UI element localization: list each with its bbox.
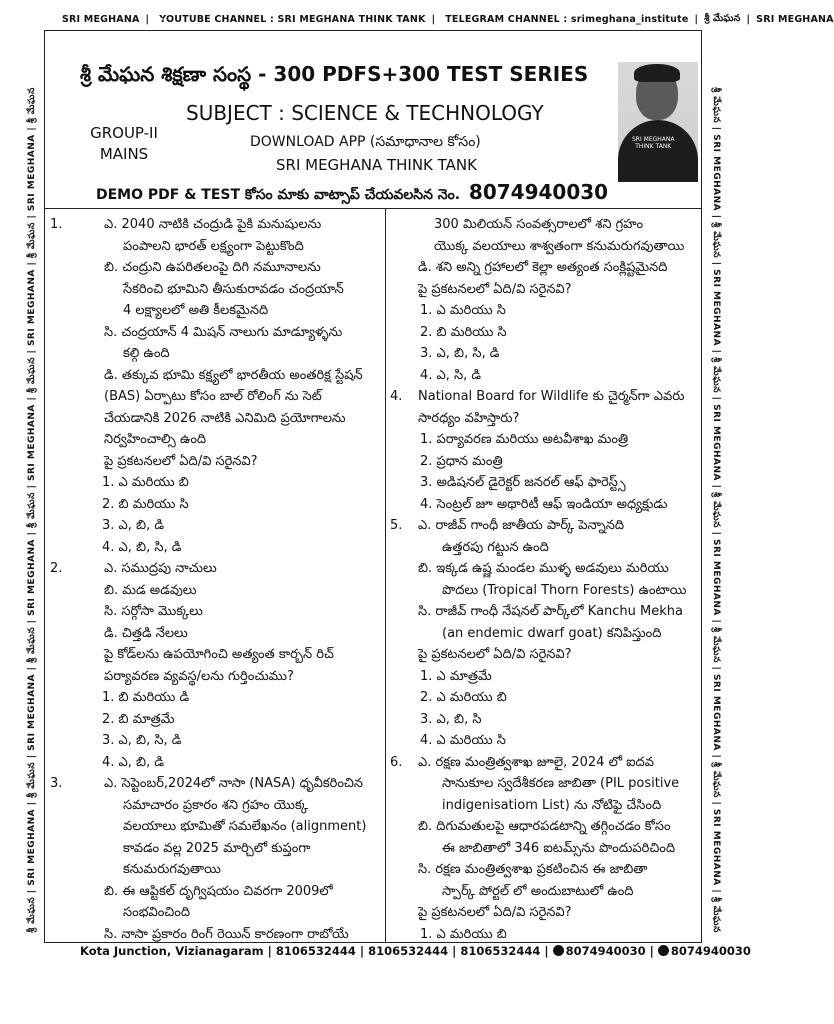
telegram-channel[interactable]: TELEGRAM CHANNEL : srimeghana_institute xyxy=(445,13,689,25)
mains-text: MAINS xyxy=(99,145,149,163)
question-text: ఎ. రక్షణ మంత్రిత్వశాఖ జూలై, 2024 లో ఐదవ xyxy=(418,754,654,770)
question-line xyxy=(390,881,700,903)
question-text: సి. రక్షణ మంత్రిత్వశాఖ ప్రకటించిన ఈ జాబితా xyxy=(418,862,648,877)
question-line xyxy=(390,515,700,537)
question-line xyxy=(390,752,700,774)
question-text: పై ప్రకటనలలో ఏది/వి సరైనవి? xyxy=(418,281,572,297)
question-line xyxy=(390,429,700,451)
question-line xyxy=(390,795,700,817)
question-line xyxy=(390,365,700,387)
question-line xyxy=(390,644,700,666)
question-line xyxy=(390,773,700,795)
question-text: ఎ. సముద్రపు నాచులు xyxy=(104,561,217,576)
question-line xyxy=(48,494,382,516)
question-line xyxy=(390,494,700,516)
question-text: (BAS) ఏర్పాటు కోసం బాల్ రోలింగ్ ను సెట్ xyxy=(104,389,322,404)
question-text: వలయాలు భూమితో సమలేఖనం (alignment) xyxy=(123,819,367,834)
question-text: యొక్క వలయాలు శాశ్వతంగా కనుమరుగవుతాయి xyxy=(434,238,685,254)
question-text: 4. ఎ, బి, సి, డి xyxy=(102,539,182,555)
footer-phone-1: 8106532444 xyxy=(275,944,356,958)
question-text: ఈ జాబితాలో 346 ఐటమ్స్‌ను పొందుపరిచింది xyxy=(442,840,676,856)
question-text: కల్గి ఉంది xyxy=(123,346,170,361)
question-text: పై ప్రకటనలలో ఏది/వి సరైనవి? xyxy=(418,905,572,920)
footer-address: Kota Junction, Vizianagaram xyxy=(80,944,264,958)
question-line xyxy=(390,687,700,709)
question-line xyxy=(390,236,700,258)
question-line xyxy=(390,601,700,623)
question-line xyxy=(390,902,700,924)
question-text: 3. ఎ, బి, సి xyxy=(420,711,482,727)
top-strip: SRI MEGHANA | YOUTUBE CHANNEL : SRI MEGHANA THINK TANK | TELEGRAM CHANNEL : srimeghana_institute | శ్రీ మేఘన | SRI MEGHANA xyxy=(62,12,834,25)
question-text: 4 లక్ష్యాలలో అతి కీలకమైనది xyxy=(123,303,269,318)
question-line xyxy=(390,472,700,494)
question-line xyxy=(390,580,700,602)
question-line xyxy=(48,558,382,580)
question-number: 1. xyxy=(50,217,63,232)
question-line xyxy=(390,816,700,838)
question-text: పై కోడ్‌లను ఉపయోగించి అత్యంత కార్బన్ రిచ్ xyxy=(104,647,334,662)
question-text: 3. ఎ, బి, డి xyxy=(102,518,164,533)
question-text: 3. ఎ, బి, సి, డి xyxy=(420,346,500,361)
question-line xyxy=(48,365,382,387)
question-line xyxy=(48,623,382,645)
question-line xyxy=(390,924,700,946)
question-text: డి. చిత్తడి నేలలు xyxy=(104,625,188,641)
subject-title: SUBJECT : SCIENCE & TECHNOLOGY xyxy=(186,101,544,125)
question-line xyxy=(48,300,382,322)
question-text: బి. చంద్రుని ఉపరితలంపై దిగి నమూనాలను xyxy=(104,260,321,275)
question-text: సి. రాజీవ్ గాంధీ నేషనల్ పార్క్‌లో Kanchu Mekha xyxy=(418,604,683,619)
question-line xyxy=(390,343,700,365)
question-line xyxy=(48,687,382,709)
question-text: 1. ఎ మరియు బి xyxy=(420,926,507,942)
question-line xyxy=(48,429,382,451)
question-line xyxy=(390,408,700,430)
question-line xyxy=(390,709,700,731)
demo-phone: 8074940030 xyxy=(468,180,609,204)
question-line xyxy=(48,666,382,688)
question-line xyxy=(390,730,700,752)
right-side-text: శ్రీ మేఘన | SRI MEGHANA | శ్రీ మేఘన | SRI MEGHANA | శ్రీ మేఘన | SRI MEGHANA | శ్రీ మేఘన | SRI MEGHANA | శ్రీ మేఘన | SRI MEGHANA | శ్రీ మేఘన | SRI MEGHANA | శ్రీ మేఘన xyxy=(711,87,721,933)
question-line xyxy=(48,515,382,537)
question-text: (an endemic dwarf goat) కనిపిస్తుంది xyxy=(442,625,662,641)
question-text: పర్యావరణ వ్యవస్థ/లను గుర్తించుము? xyxy=(104,668,294,684)
question-line xyxy=(48,859,382,881)
question-line xyxy=(390,214,700,236)
question-line xyxy=(48,709,382,731)
footer-phone-3: 8106532444 xyxy=(460,944,541,958)
demo-text: DEMO PDF & TEST కోసం మాకు వాట్సాప్ చేయవలసిన నెం. xyxy=(96,187,461,203)
question-text: సమాచారం ప్రకారం శని గ్రహం యొక్క xyxy=(123,797,309,813)
question-line xyxy=(48,322,382,344)
question-text: indigenisatiom List) ను నోటిఫై చేసింది xyxy=(442,797,662,813)
question-text: 3. ఎ, బి, సి, డి xyxy=(102,733,182,748)
question-text: డి. తక్కువ భూమి కక్ష్యలో భారతీయ అంతరిక్ష స్టేషన్ xyxy=(104,367,363,383)
question-text: సి. సర్గోసా మొక్కలు xyxy=(104,604,203,619)
think-tank-text: SRI MEGHANA THINK TANK xyxy=(276,156,477,174)
question-text: పంపాలని భారత్ లక్ష్యంగా పెట్టుకొంది xyxy=(123,238,304,254)
question-text: 2. ఎ మరియు బి xyxy=(420,690,507,705)
footer-whatsapp-1: 8074940030 xyxy=(565,944,646,958)
question-text: సారధ్యం వహిస్తారు? xyxy=(418,410,520,426)
question-text: సి. నాసా ప్రకారం రింగ్ రెయిన్ కారణంగా రాబోయే xyxy=(104,926,349,942)
footer-phone-2: 8106532444 xyxy=(368,944,449,958)
institute-title: శ్రీ మేఘన శిక్షణా సంస్థ - 300 PDFS+300 TEST SERIES xyxy=(80,62,589,86)
question-line xyxy=(390,451,700,473)
question-text: ఎ. సెప్టెంబర్,2024లో నాసా (NASA) ధృవీకరించిన xyxy=(104,776,364,791)
instructor-photo xyxy=(618,62,698,180)
question-number: 6. xyxy=(390,754,403,770)
question-text: స్పార్క్ పోర్టల్ లో అందుబాటులో ఉంది xyxy=(442,883,634,899)
question-text: 3. అడిషనల్ డైరెక్టర్ జనరల్ ఆఫ్ ఫారెస్ట్స్ xyxy=(420,475,626,490)
question-text: 2. బి మాత్రమే xyxy=(102,711,175,727)
question-text: 4. సెంట్రల్ జూ అథారిటీ ఆఫ్ ఇండియా అధ్యక్షుడు xyxy=(420,496,668,512)
question-text: 1. ఎ మరియు బి xyxy=(102,475,189,490)
footer: Kota Junction, Vizianagaram | 8106532444 | 8106532444 | 8106532444 | 8074940030 | 8074940030 xyxy=(80,944,751,958)
question-line xyxy=(48,795,382,817)
question-text: కనుమరుగవుతాయి xyxy=(123,862,221,877)
column-divider xyxy=(385,208,386,943)
question-text: పొదలు (Tropical Thorn Forests) ఉంటాయి xyxy=(442,582,687,598)
question-text: కావడం వల్ల 2025 మార్చిలో కుప్తంగా xyxy=(123,840,311,856)
whatsapp-icon xyxy=(553,945,564,956)
question-text: బి. ఇక్కడ ఉష్ణ మండల ముళ్ళ అడవులు మరియు xyxy=(418,561,669,576)
question-text: డి. శని అన్ని గ్రహాలలో కెల్లా అత్యంత సంక్లిష్టమైనది xyxy=(418,260,668,275)
question-line xyxy=(390,623,700,645)
group-label xyxy=(74,123,174,165)
question-text: 2. బి మరియు సి xyxy=(102,496,189,512)
brand-label: SRI MEGHANA xyxy=(62,13,140,25)
header-divider xyxy=(44,208,702,209)
question-line xyxy=(48,472,382,494)
question-line xyxy=(48,773,382,795)
question-line xyxy=(48,343,382,365)
question-text: National Board for Wildlife కు చైర్మన్‌గా ఎవరు xyxy=(418,389,685,404)
right-column xyxy=(390,214,700,945)
question-number: 4. xyxy=(390,389,403,404)
question-line xyxy=(48,902,382,924)
question-text: 2. బి మరియు సి xyxy=(420,324,507,340)
question-line xyxy=(390,838,700,860)
brand-label-2: SRI MEGHANA xyxy=(756,13,834,25)
question-line xyxy=(48,881,382,903)
question-line xyxy=(48,838,382,860)
question-text: 1. బి మరియు డి xyxy=(102,690,190,705)
left-side-strip xyxy=(22,60,44,960)
question-line xyxy=(390,257,700,279)
question-text: 1. ఎ మాత్రమే xyxy=(420,668,492,684)
left-column xyxy=(48,214,382,945)
question-text: నిర్వహించాల్సి ఉంది xyxy=(104,432,207,447)
question-line xyxy=(390,558,700,580)
question-line xyxy=(390,300,700,322)
question-line xyxy=(48,580,382,602)
question-text: సేకరించి భూమిని తీసుకురావడం చంద్రయాన్ xyxy=(123,281,344,297)
question-line xyxy=(390,386,700,408)
question-text: బి. ఈ ఆప్టికల్ దృగ్విషయం చివరగా 2009లో xyxy=(104,883,333,899)
question-line xyxy=(390,537,700,559)
question-line xyxy=(48,279,382,301)
question-line xyxy=(48,386,382,408)
question-line xyxy=(48,537,382,559)
question-line xyxy=(48,408,382,430)
question-line xyxy=(390,279,700,301)
question-line xyxy=(48,752,382,774)
question-line xyxy=(48,730,382,752)
question-text: పై ప్రకటనలలో ఏది/వి సరైనవి? xyxy=(418,647,572,662)
brand-label-te: శ్రీ మేఘన xyxy=(704,12,741,24)
question-text: సానుకూల స్వదేశీకరణ జాబితా (PIL positive xyxy=(442,776,680,791)
question-line xyxy=(48,451,382,473)
question-text: ఎ. రాజీవ్ గాంధీ జాతీయ పార్క్ పెన్నానది xyxy=(418,518,625,533)
question-text: ఎ. 2040 నాటికి చంద్రుడి పైకి మనుషులను xyxy=(104,217,322,232)
question-line xyxy=(48,236,382,258)
question-text: బి. దిగుమతులపై ఆధారపడటాన్ని తగ్గించడం కోసం xyxy=(418,819,671,834)
question-line xyxy=(390,859,700,881)
question-text: 4. ఎ, సి, డి xyxy=(420,367,482,383)
right-side-strip xyxy=(704,60,726,960)
group-text: GROUP-II xyxy=(90,124,158,142)
question-line xyxy=(48,601,382,623)
question-text: బి. మడ అడవులు xyxy=(104,582,197,598)
left-side-text: శ్రీ మేఘన | SRI MEGHANA | శ్రీ మేఘన | SRI MEGHANA | శ్రీ మేఘన | SRI MEGHANA | శ్రీ మేఘన | SRI MEGHANA | శ్రీ మేఘన | SRI MEGHANA | శ్రీ మేఘన | SRI MEGHANA | శ్రీ మేఘన xyxy=(27,87,37,933)
question-text: చేయడానికి 2026 నాటికి ఎనిమిది ప్రయోగాలను xyxy=(104,410,346,426)
question-line xyxy=(48,816,382,838)
photo-badge: SRI MEGHANA THINK TANK xyxy=(632,136,675,150)
question-number: 2. xyxy=(50,561,63,576)
question-text: సంభవించింది xyxy=(123,905,191,920)
demo-contact xyxy=(96,180,608,206)
question-line xyxy=(48,924,382,946)
question-text: 1. పర్యావరణ మరియు అటవీశాఖ మంత్రి xyxy=(420,432,629,447)
whatsapp-icon xyxy=(658,945,669,956)
question-text: 1. ఎ మరియు సి xyxy=(420,303,506,318)
question-text: సి. చంద్రయాన్ 4 మిషన్ నాలుగు మాడ్యూళ్ళను xyxy=(104,324,343,340)
download-app-text: DOWNLOAD APP (సమాధానాల కోసం) xyxy=(250,134,481,150)
question-number: 3. xyxy=(50,776,63,791)
youtube-channel[interactable]: YOUTUBE CHANNEL : SRI MEGHANA THINK TANK xyxy=(159,13,426,25)
question-text: 300 మిలియన్ సంవత్సరాలలో శని గ్రహం xyxy=(434,217,644,232)
question-text: ఉత్తరపు గట్టున ఉంది xyxy=(442,539,549,555)
footer-whatsapp-2: 8074940030 xyxy=(670,944,751,958)
question-number: 5. xyxy=(390,518,403,533)
question-line xyxy=(48,644,382,666)
question-text: 4. ఎ మరియు సి xyxy=(420,733,506,748)
question-line xyxy=(390,666,700,688)
question-text: 2. ప్రధాన మంత్రి xyxy=(420,453,503,469)
question-line xyxy=(390,322,700,344)
question-text: పై ప్రకటనలలో ఏది/వి సరైనవి? xyxy=(104,453,258,469)
question-line xyxy=(48,257,382,279)
question-line xyxy=(48,214,382,236)
question-text: 4. ఎ, బి, డి xyxy=(102,754,164,770)
